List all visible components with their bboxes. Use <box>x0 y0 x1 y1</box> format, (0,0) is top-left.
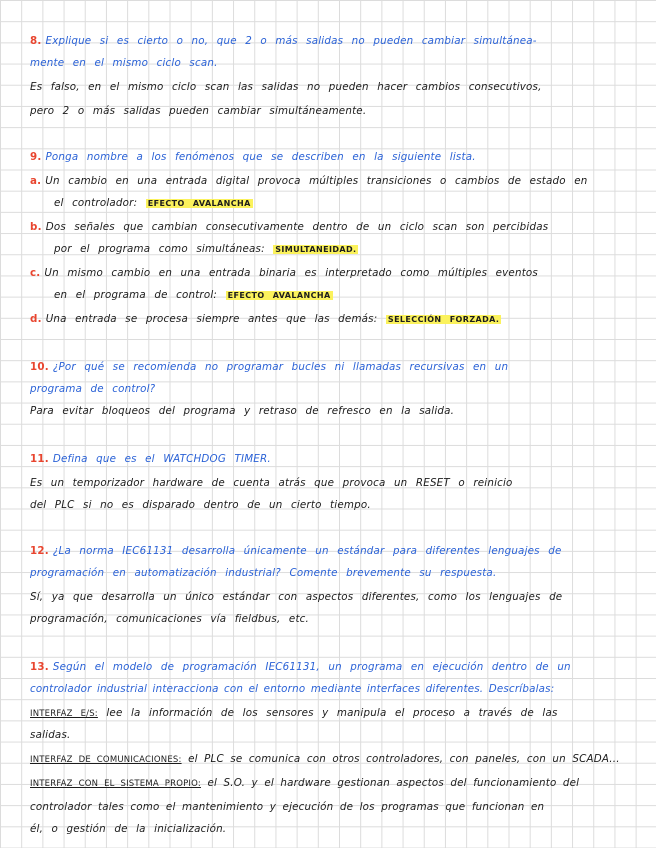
interface-comms-text: el PLC se comunica con otros controladores, con paneles, con un SCADA... <box>188 753 620 765</box>
question-12-line-1 <box>30 544 642 558</box>
item-9a-text-2: el controlador: <box>54 197 138 209</box>
item-9d-text: Una entrada se procesa siempre antes que las demás: <box>45 313 378 325</box>
item-9b-letter: b. <box>30 221 42 233</box>
answer-11-line-2: del PLC si no es disparado dentro de un cierto tiempo. <box>30 499 371 511</box>
item-9a-line-2 <box>54 196 642 211</box>
question-9-number: 9. <box>30 151 42 163</box>
answer-13-interface-io-cont: salidas. <box>30 729 71 741</box>
interface-system-label: INTERFAZ CON EL SISTEMA PROPIO: <box>30 779 201 789</box>
item-9c-highlight: EFECTO AVALANCHA <box>227 291 331 300</box>
answer-13-interface-system-cont-1: controlador tales como el mantenimiento y ejecución de los programas que funcionan en <box>30 801 545 813</box>
question-11-text: Defina que es el WATCHDOG TIMER. <box>52 453 271 465</box>
interface-io-text: lee la información de los sensores y manipula el proceso a través de las <box>106 707 558 719</box>
answer-13-interface-comms <box>30 752 642 767</box>
question-10-text: ¿Por qué se recomienda no programar bucles ni llamadas recursivas en un <box>52 361 509 373</box>
answer-8-line-2: pero 2 o más salidas pueden cambiar simultáneamente. <box>30 105 367 117</box>
item-9d-letter: d. <box>30 313 42 325</box>
question-11-line-1 <box>30 452 642 466</box>
question-13-number: 13. <box>30 661 49 673</box>
item-9a-text: Un cambio en una entrada digital provoca múltiples transiciones o cambios de estado en <box>45 175 588 187</box>
item-9a-letter: a. <box>30 175 42 187</box>
answer-11-line-1: Es un temporizador hardware de cuenta atrás que provoca un RESET o reinicio <box>30 477 513 489</box>
answer-13-interface-io <box>30 706 642 721</box>
question-13-line-1 <box>30 660 642 674</box>
item-9d-line-1 <box>30 312 642 327</box>
item-9c-letter: c. <box>30 267 41 279</box>
answer-12-line-2: programación, comunicaciones vía fieldbus, etc. <box>30 613 310 625</box>
question-13-text: Según el modelo de programación IEC61131, un programa en ejecución dentro de un <box>52 661 571 673</box>
interface-io-label: INTERFAZ E/S: <box>30 709 98 719</box>
item-9b-text: Dos señales que cambian consecutivamente dentro de un ciclo scan son percibidas <box>45 221 549 233</box>
item-9a-line-1 <box>30 174 642 188</box>
answer-13-interface-system-cont-2: él, o gestión de la inicialización. <box>30 823 227 835</box>
item-9a-highlight: EFECTO AVALANCHA <box>147 199 251 208</box>
question-8-number: 8. <box>30 35 42 47</box>
answer-8-line-1: Es falso, en el mismo ciclo scan las salidas no pueden hacer cambios consecutivos, <box>30 81 542 93</box>
item-9d-highlight: SELECCIÓN FORZADA. <box>387 315 500 324</box>
question-12-text: ¿La norma IEC61131 desarrolla únicamente un estándar para diferentes lenguajes de <box>52 545 562 557</box>
question-10-number: 10. <box>30 361 49 373</box>
interface-system-text: el S.O. y el hardware gestionan aspectos del funcionamiento del <box>207 777 580 789</box>
question-10-line-2: programa de control? <box>30 383 156 395</box>
answer-13-interface-system <box>30 776 642 791</box>
question-8-line-1 <box>30 34 642 48</box>
item-9c-text: Un mismo cambio en una entrada binaria es interpretado como múltiples eventos <box>44 267 538 279</box>
answer-10-line-1: Para evitar bloqueos del programa y retraso de refresco en la salida. <box>30 405 455 417</box>
item-9b-highlight: SIMULTANEIDAD. <box>275 245 357 254</box>
item-9c-line-1 <box>30 266 642 280</box>
interface-comms-label: INTERFAZ DE COMUNICACIONES: <box>30 755 182 765</box>
answer-12-line-1: Sí, ya que desarrolla un único estándar con aspectos diferentes, como los lenguajes de <box>30 591 563 603</box>
item-9c-line-2 <box>54 288 642 303</box>
question-9-line-1 <box>30 150 642 164</box>
item-9b-line-1 <box>30 220 642 234</box>
question-8-text: Explique si es cierto o no, que 2 o más salidas no pueden cambiar simultánea- <box>45 35 537 47</box>
question-9-text: Ponga nombre a los fenómenos que se describen en la siguiente lista. <box>45 151 476 163</box>
item-9b-line-2 <box>54 242 642 257</box>
item-9c-text-2: en el programa de control: <box>54 289 218 301</box>
item-9b-text-2: por el programa como simultáneas: <box>54 243 265 255</box>
question-11-number: 11. <box>30 453 49 465</box>
question-10-line-1 <box>30 360 642 374</box>
question-13-line-2: controlador industrial interacciona con el entorno mediante interfaces diferentes. Descríbalas: <box>30 683 555 695</box>
question-8-line-2: mente en el mismo ciclo scan. <box>30 57 218 69</box>
question-12-line-2: programación en automatización industrial? Comente brevemente su respuesta. <box>30 567 497 579</box>
question-12-number: 12. <box>30 545 49 557</box>
